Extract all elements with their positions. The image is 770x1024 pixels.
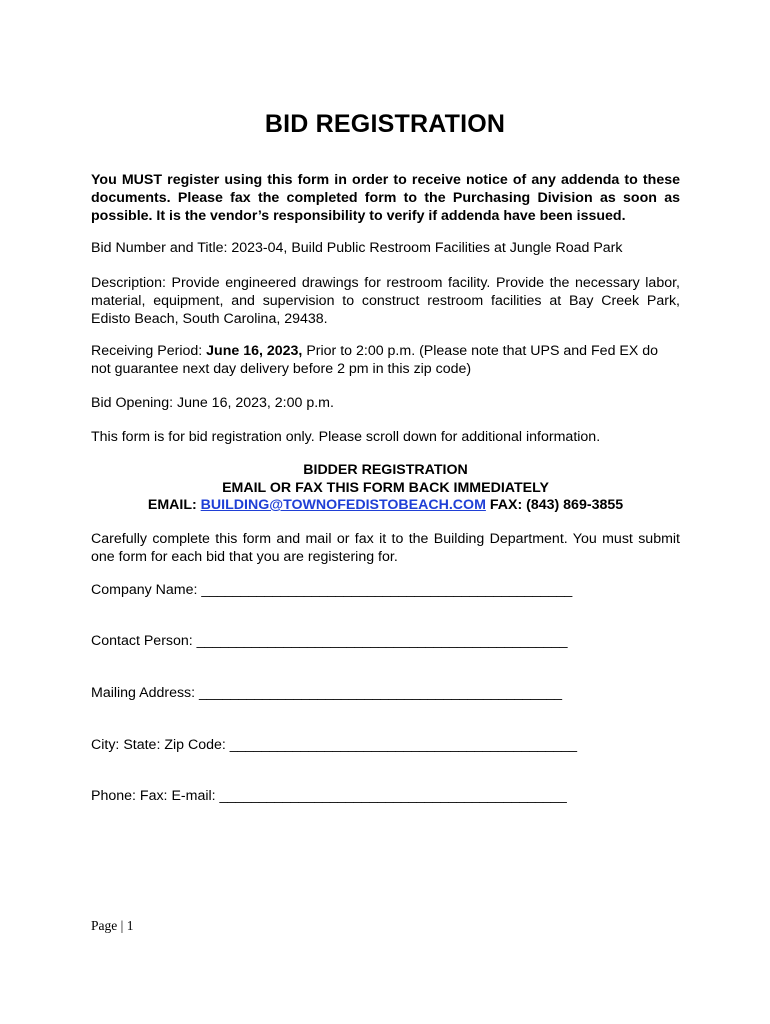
bid-number-line: Bid Number and Title: 2023-04, Build Public Restroom Facilities at Jungle Road Park xyxy=(91,240,623,256)
email-fax-line xyxy=(91,496,680,514)
page-number-footer: Page | 1 xyxy=(91,918,134,933)
form-note: This form is for bid registration only. Please scroll down for additional information. xyxy=(91,429,601,445)
contact-person-field: Contact Person: _______________________________________________ xyxy=(91,633,568,649)
phone-fax-email-field: Phone: Fax: E-mail: ____________________________________________ xyxy=(91,788,567,804)
city-state-zip-field: City: State: Zip Code: ____________________________________________ xyxy=(91,737,577,753)
email-label: EMAIL: xyxy=(147,497,201,513)
company-name-field: Company Name: _______________________________________________ xyxy=(91,582,573,598)
receiving-period xyxy=(91,342,680,378)
intro-paragraph: You MUST register using this form in order to receive notice of any addenda to these documents. Please fax the completed form to the Purchasing Division as soon as possible. It is the vendor’s responsibility to verify if addenda have been issued. xyxy=(91,172,680,224)
receiving-period-label: Receiving Period: xyxy=(91,343,207,359)
receiving-period-rest: Prior to 2:00 p.m. (Please note that UPS and Fed EX do not guarantee next day delivery before 2 pm in this zip code) xyxy=(91,343,659,377)
receiving-period-date: June 16, 2023, xyxy=(206,343,303,359)
mailing-address-field: Mailing Address: ______________________________________________ xyxy=(91,685,562,701)
fax-text: FAX: (843) 869-3855 xyxy=(485,497,624,513)
bidder-heading-1: BIDDER REGISTRATION xyxy=(303,462,468,478)
bidder-heading-2: EMAIL OR FAX THIS FORM BACK IMMEDIATELY xyxy=(222,480,549,496)
email-link[interactable]: BUILDING@TOWNOFEDISTOBEACH.COM xyxy=(200,497,486,513)
description-paragraph: Description: Provide engineered drawings for restroom facility. Provide the necessary labor, material, equipment, and supervision to construct restroom facilities at Bay Creek Park, Edisto Beach, South Carolina, 29438. xyxy=(91,275,680,327)
bid-opening-line: Bid Opening: June 16, 2023, 2:00 p.m. xyxy=(91,395,334,411)
page-title: BID REGISTRATION xyxy=(264,110,506,138)
instructions-paragraph: Carefully complete this form and mail or fax it to the Building Department. You must submit one form for each bid that you are registering for. xyxy=(91,531,680,565)
